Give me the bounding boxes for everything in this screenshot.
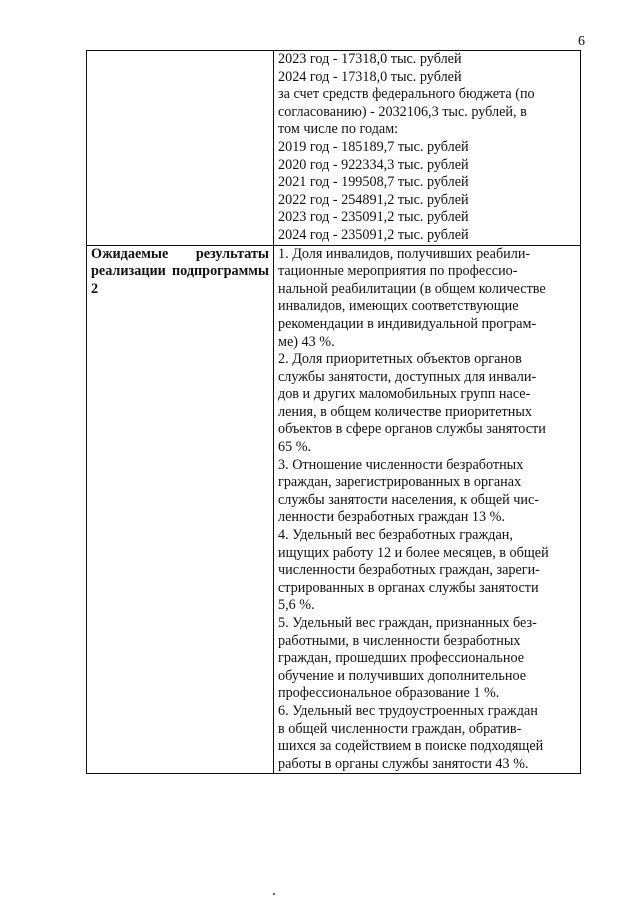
result-line: численности безработных граждан, зареги- (278, 562, 540, 579)
result-line: дов и других маломобильных групп насе- (278, 386, 531, 403)
result-line: ме) 43 %. (278, 333, 335, 350)
result-line: граждан, прошедших профессиональное (278, 650, 525, 667)
result-line: ищущих работу 12 и более месяцев, в общей (278, 544, 549, 561)
result-line: 4. Удельный вес безработных граждан, (278, 527, 513, 544)
result-line: службы занятости населения, к общей чис- (278, 491, 540, 508)
expected-results-cell (274, 245, 581, 774)
result-line: инвалидов, имеющих соответствующие (278, 298, 519, 315)
funding-value-cell (274, 51, 581, 246)
result-line: 1. Доля инвалидов, получивших реабили- (278, 245, 531, 262)
expected-result-item-5 (278, 615, 576, 703)
expected-result-item-6 (278, 703, 576, 773)
result-line: ленности безработных граждан 13 %. (278, 509, 506, 526)
result-line: 2. Доля приоритетных объектов органов (278, 351, 522, 368)
result-line: нальной реабилитации (в общем количестве (278, 280, 546, 297)
expected-results-label: Ожидаемые результаты реализации подпрограммы 2 (87, 245, 274, 774)
result-line: рекомендации в индивидуальной програм- (278, 315, 537, 332)
result-line: тационные мероприятия по профессио- (278, 263, 518, 280)
result-line: 5. Удельный вес граждан, признанных без- (278, 615, 537, 631)
result-line: работы в органы службы занятости 43 %. (278, 755, 529, 772)
result-line: 6. Удельный вес трудоустроенных граждан (278, 702, 538, 719)
result-line: шихся за содействием в поиске подходящей (278, 738, 544, 755)
scan-speck (273, 893, 275, 895)
funding-line: согласованию) - 2032106,3 тыс. рублей, в (278, 103, 527, 120)
funding-line: 2023 год - 17318,0 тыс. рублей (278, 51, 462, 67)
funding-line: 2024 год - 17318,0 тыс. рублей (278, 68, 462, 85)
result-line: объектов в сфере органов службы занятости (278, 421, 546, 438)
funding-label-cell (87, 51, 274, 246)
result-line: 5,6 %. (278, 597, 315, 614)
funding-line: том числе по годам: (278, 121, 399, 138)
expected-result-item-4 (278, 527, 576, 615)
expected-result-item-2 (278, 351, 576, 457)
funding-line: 2021 год - 199508,7 тыс. рублей (278, 174, 469, 191)
result-line: 65 %. (278, 439, 312, 456)
funding-line: 2024 год - 235091,2 тыс. рублей (278, 226, 469, 243)
result-line: службы занятости, доступных для инвали- (278, 368, 537, 385)
result-line: профессиональное образование 1 %. (278, 685, 500, 702)
table-row-funding (87, 51, 581, 246)
result-line: ления, в общем количестве приоритетных (278, 403, 532, 420)
result-line: обучение и получивших дополнительное (278, 667, 527, 684)
funding-line: 2019 год - 185189,7 тыс. рублей (278, 138, 469, 155)
result-line: граждан, зарегистрированных в органах (278, 474, 522, 491)
funding-line: за счет средств федерального бюджета (по (278, 86, 535, 103)
result-line: в общей численности граждан, обратив- (278, 720, 522, 737)
table-row-expected-results (87, 245, 581, 774)
subprogram-passport-table (86, 50, 581, 774)
result-line: 3. Отношение численности безработных (278, 456, 524, 473)
expected-result-item-1 (278, 246, 576, 352)
funding-line: 2023 год - 235091,2 тыс. рублей (278, 209, 469, 226)
funding-line: 2022 год - 254891,2 тыс. рублей (278, 191, 469, 208)
result-line: стрированных в органах службы занятости (278, 579, 539, 596)
result-line: работными, в численности безработных (278, 632, 521, 649)
funding-line: 2020 год - 922334,3 тыс. рублей (278, 156, 469, 173)
expected-result-item-3 (278, 457, 576, 527)
page-number: 6 (578, 34, 585, 49)
